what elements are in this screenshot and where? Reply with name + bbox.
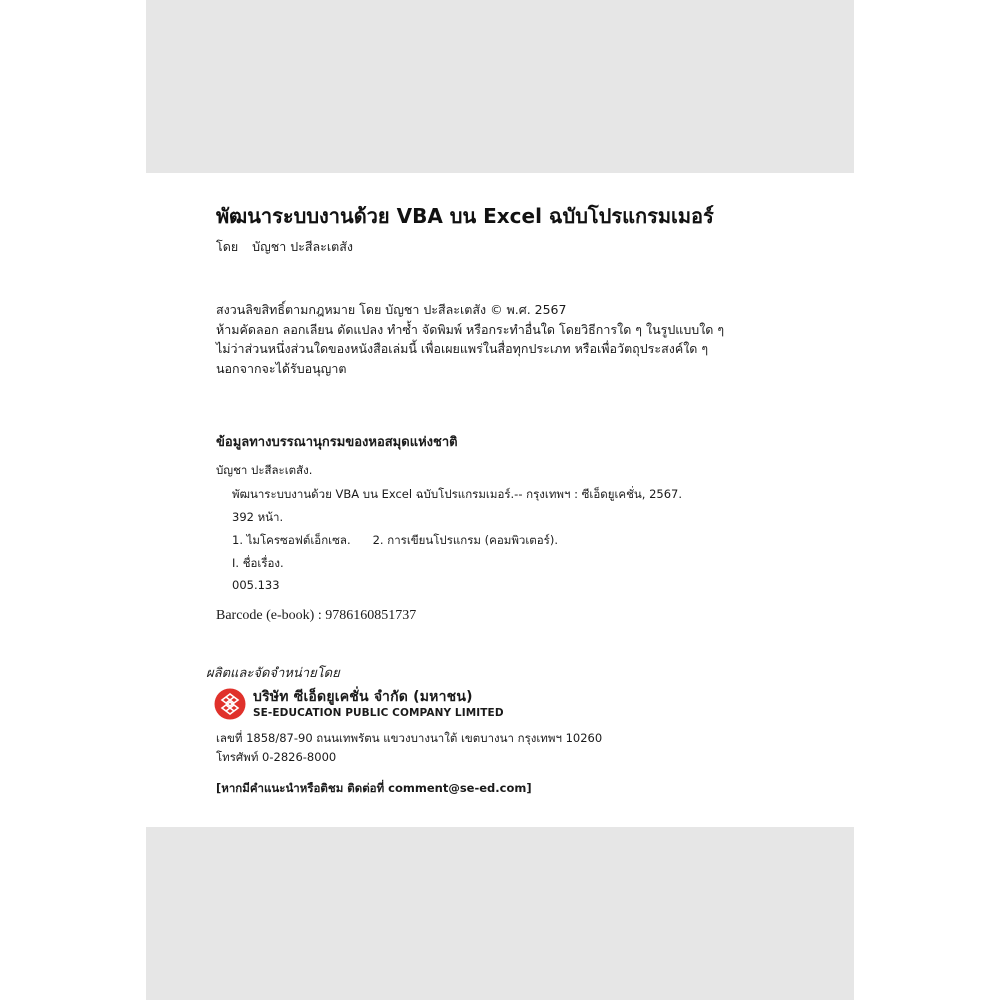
cip-title-entry: พัฒนาระบบงานด้วย VBA บน Excel ฉบับโปรแกรมเมอร์.-- กรุงเทพฯ : ซีเอ็ดยูเคชั่น, 2567. [232,487,682,501]
publisher-address-block [216,729,602,767]
copyright-line: นอกจากจะได้รับอนุญาต [216,360,347,376]
cip-pages: 392 หน้า. [232,510,284,524]
publisher-caption: ผลิตและจัดจำหน่ายโดย [206,666,340,681]
cip-author-entry: บัญชา ปะสีละเตสัง. [216,463,313,477]
author-line [216,237,353,257]
cip-subjects [232,532,558,550]
top-gray-band [146,0,854,173]
publisher-name-thai: บริษัท ซีเอ็ดยูเคชั่น จำกัด (มหาชน) [253,689,473,705]
cip-title-index: I. ชื่อเรื่อง. [232,556,284,570]
se-ed-logo-icon [214,688,246,720]
barcode-line: Barcode (e-book) : 9786160851737 [216,608,417,623]
publisher-address: เลขที่ 1858/87-90 ถนนเทพรัตน แขวงบางนาใต้ เขตบางนา กรุงเทพฯ 10260 [216,731,603,745]
copyright-line: สงวนลิขสิทธิ์ตามกฎหมาย โดย บัญชา ปะสีละเตสัง © พ.ศ. 2567 [216,302,567,317]
contact-note: [หากมีคำแนะนำหรือติชม ติดต่อที่ comment@se-ed.com] [216,781,532,795]
cip-heading: ข้อมูลทางบรรณานุกรมของหอสมุดแห่งชาติ [216,435,458,450]
cip-subject-2: 2. การเขียนโปรแกรม (คอมพิวเตอร์). [372,533,558,547]
cip-classification: 005.133 [232,578,280,592]
by-label: โดย [216,239,239,254]
book-title: พัฒนาระบบงานด้วย VBA บน Excel ฉบับโปรแกรมเมอร์ [216,204,714,228]
author-name: บัญชา ปะสีละเตสัง [252,239,353,254]
cip-subject-1: 1. ไมโครซอฟต์เอ็กเซล. [232,533,351,547]
copyright-line: ไม่ว่าส่วนหนึ่งส่วนใดของหนังสือเล่มนี้ เพื่อเผยแพร่ในสื่อทุกประเภท หรือเพื่อวัตถุประสงค์ใด ๆ [216,341,709,356]
publisher-phone: โทรศัพท์ 0-2826-8000 [216,750,337,764]
publisher-name-english: SE-EDUCATION PUBLIC COMPANY LIMITED [253,707,504,719]
bottom-gray-band [146,827,854,1000]
copyright-notice [216,300,724,378]
copyright-line: ห้ามคัดลอก ลอกเลียน ดัดแปลง ทำซ้ำ จัดพิมพ์ หรือกระทำอื่นใด โดยวิธีการใด ๆ ในรูปแบบใด ๆ [216,321,725,337]
